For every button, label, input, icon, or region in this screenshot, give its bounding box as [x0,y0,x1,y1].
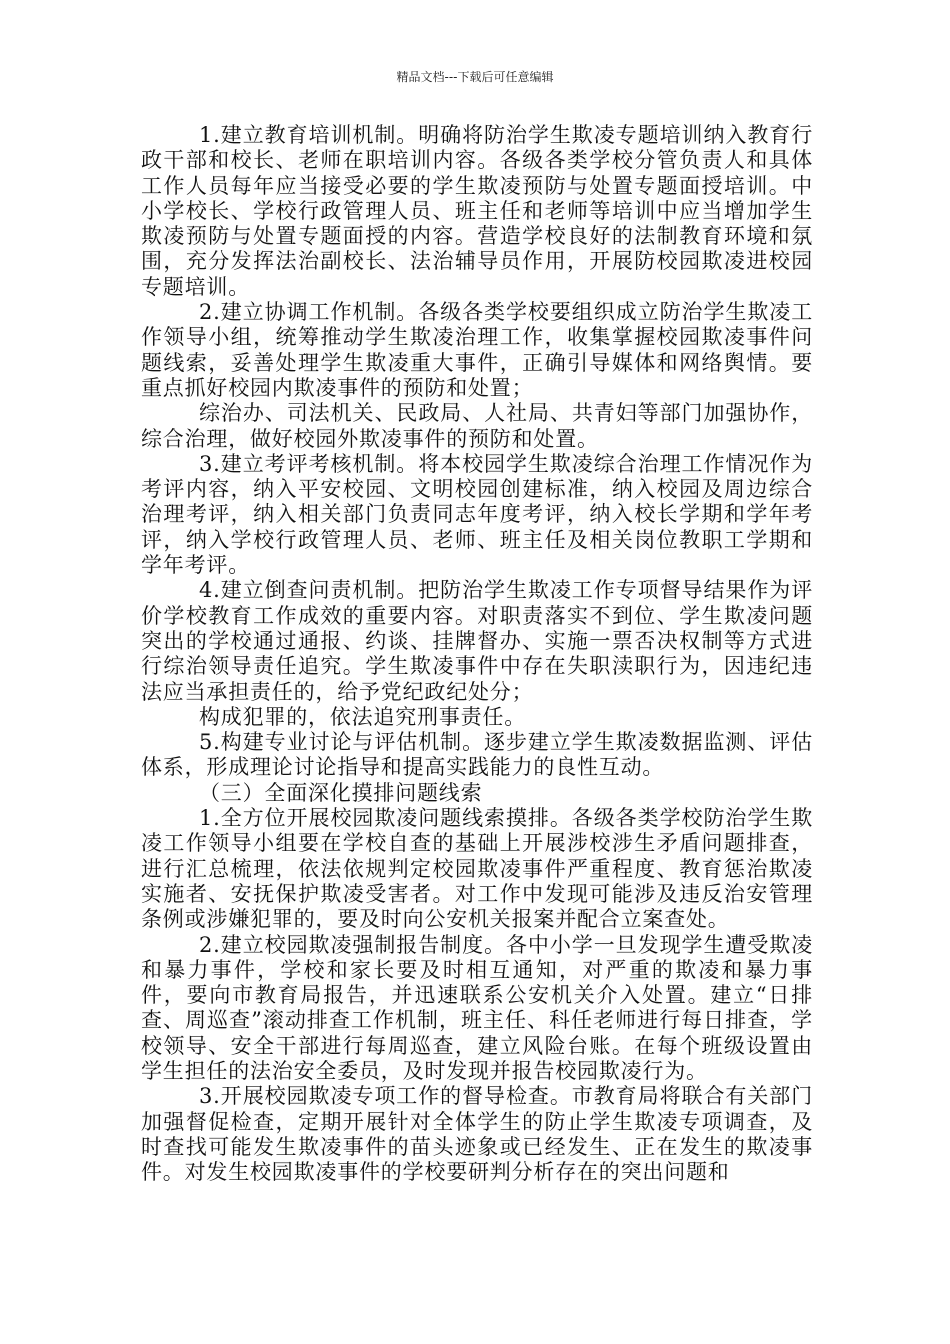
paragraph-training-mechanism: 1.建立教育培训机制。明确将防治学生欺凌专题培训纳入教育行政干部和校长、老师在职培训内容。各级各类学校分管负责人和具体工作人员每年应当接受必要的学生欺凌预防与处置专题面授培训。中小学校长、学校行政管理人员、班主任和老师等培训中应当增加学生欺凌预防与处置专题面授的内容。营造学校良好的法制教育环境和氛围，充分发挥法治副校长、法治辅导员作用，开展防校园欺凌进校园专题培训。 [141,123,813,299]
document-body [141,123,813,1185]
paragraph-evaluation-mechanism: 5.构建专业讨论与评估机制。逐步建立学生欺凌数据监测、评估体系，形成理论讨论指导和提高实践能力的良性互动。 [141,730,813,780]
section-heading: （三）全面深化摸排问题线索 [199,780,483,805]
paragraph-mandatory-reporting: 2.建立校园欺凌强制报告制度。各中小学一旦发现学生遭受欺凌和暴力事件，学校和家长要及时相互通知，对严重的欺凌和暴力事件，要向市教育局报告，并迅速联系公安机关介入处置。建立“日排查、周巡查”滚动排查工作机制，班主任、科任老师进行每日排查，学校领导、安全干部进行每周巡查，建立风险台账。在每个班级设置由学生担任的法治安全委员，及时发现并报告校园欺凌行为。 [141,932,813,1083]
paragraph-clue-investigation: 1.全方位开展校园欺凌问题线索摸排。各级各类学校防治学生欺凌工作领导小组要在学校自查的基础上开展涉校涉生矛盾问题排查，进行汇总梳理，依法依规判定校园欺凌事件严重程度、教育惩治欺凌实施者、安抚保护欺凌受害者。对工作中发现可能涉及违反治安管理条例或涉嫌犯罪的，要及时向公安机关报案并配合立案查处。 [141,806,813,932]
paragraph-accountability-mechanism: 4.建立倒查问责机制。把防治学生欺凌工作专项督导结果作为评价学校教育工作成效的重要内容。对职责落实不到位、学生欺凌问题突出的学校通过通报、约谈、挂牌督办、实施一票否决权制等方式进行综治领导责任追究。学生欺凌事件中存在失职渎职行为，因违纪违法应当承担责任的，给予党纪政纪处分； [141,578,813,704]
paragraph-criminal-liability: 构成犯罪的，依法追究刑事责任。 [199,704,526,729]
paragraph-supervision-inspection: 3.开展校园欺凌专项工作的督导检查。市教育局将联合有关部门加强督促检查，定期开展针对全体学生的防止学生欺凌专项调查，及时查找可能发生欺凌事件的苗头迹象或已经发生、正在发生的欺凌事件。对发生校园欺凌事件的学校要研判分析存在的突出问题和 [141,1084,813,1185]
page-header: 精品文档---下载后可任意编辑 [396,70,554,84]
paragraph-assessment-mechanism: 3.建立考评考核机制。将本校园学生欺凌综合治理工作情况作为考评内容，纳入平安校园、文明校园创建标准，纳入校园及周边综合治理考评，纳入相关部门负责同志年度考评，纳入校长学期和学年考评，纳入学校行政管理人员、老师、班主任及相关岗位教职工学期和学年考评。 [141,451,813,578]
paragraph-coordination-mechanism: 2.建立协调工作机制。各级各类学校要组织成立防治学生欺凌工作领导小组，统筹推动学生欺凌治理工作，收集掌握校园欺凌事件问题线索，妥善处理学生欺凌重大事件，正确引导媒体和网络舆情。要重点抓好校园内欺凌事件的预防和处置； [141,300,813,400]
paragraph-comprehensive-governance: 综治办、司法机关、民政局、人社局、共青妇等部门加强协作，综合治理，做好校园外欺凌事件的预防和处置。 [141,401,813,451]
